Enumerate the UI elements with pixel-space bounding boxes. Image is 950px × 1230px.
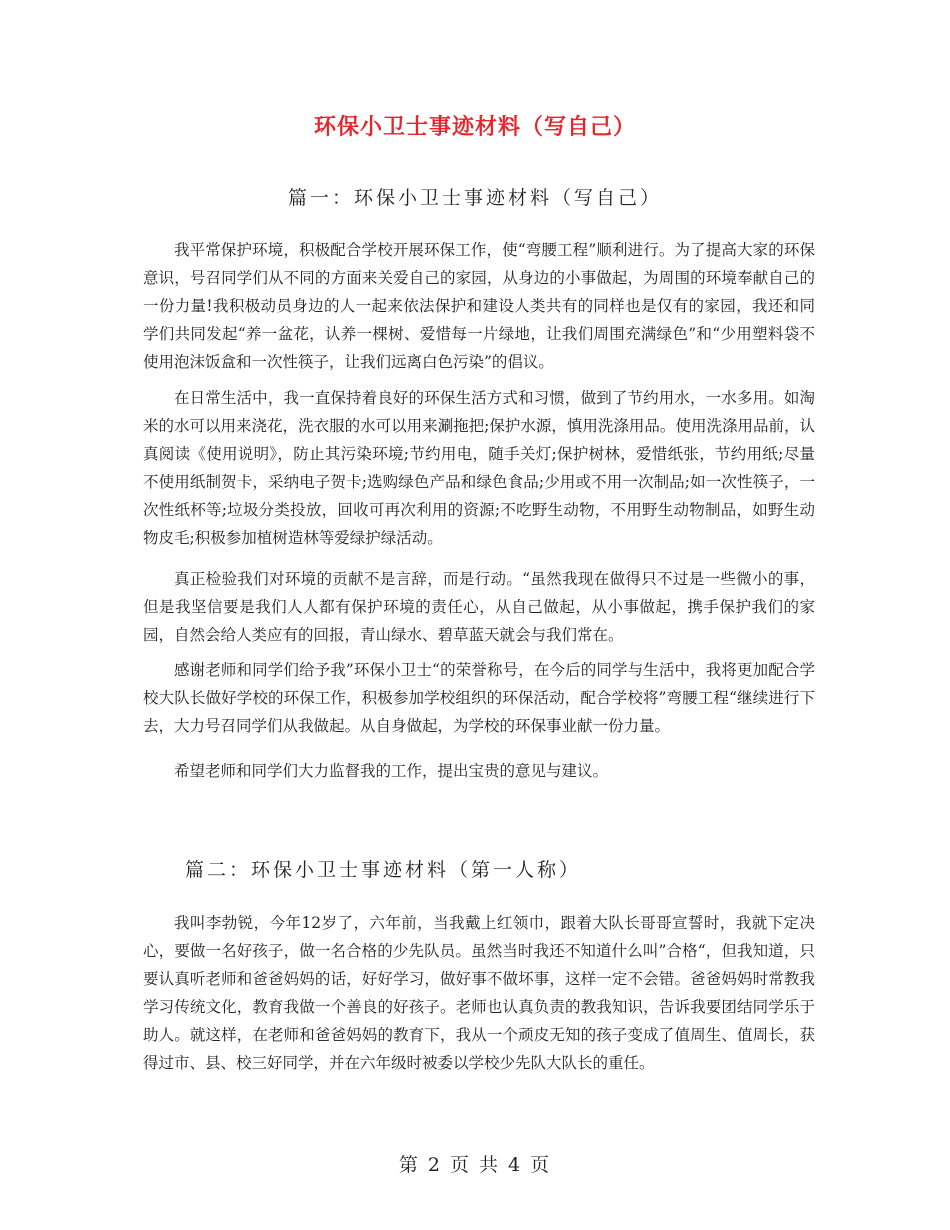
section2-paragraph-1: 我叫李勃锐，今年12岁了，六年前，当我戴上红领巾，跟着大队长哥哥宣誓时，我就下定决心，要做一名好孩子，做一名合格的少先队员。虽然当时我还不知道什么叫”合格“，但我知道，只要认真听老师和爸爸妈妈的话，好好学习，做好事不做坏事，这样一定不会错。爸爸妈妈时常教我学习传统文化，教育我做一个善良的好孩子。老师也认真负责的教我知识，告诉我要团结同学乐于助人。就这样，在老师和爸爸妈妈的教育下，我从一个顽皮无知的孩子变成了值周生、值周长，获得过市、县、校三好同学，并在六年级时被委以学校少先队大队长的重任。 (143, 914, 815, 1072)
section1-heading: 篇一：环保小卫士事迹材料（写自己） (287, 187, 662, 209)
section2-heading: 篇二：环保小卫士事迹材料（第一人称） (185, 859, 582, 881)
section1-paragraph-5: 希望老师和同学们大力监督我的工作，提出宝贵的意见与建议。 (174, 762, 609, 780)
section1-paragraph-2: 在日常生活中，我一直保持着良好的环保生活方式和习惯，做到了节约用水，一水多用。如淘米的水可以用来浇花，洗衣服的水可以用来涮拖把;保护水源，慎用洗涤用品。使用洗涤用品前，认真阅读《使用说明》，防止其污染环境;节约用电，随手关灯;保护树林，爱惜纸张，节约用纸;尽量不使用纸制贺卡，采纳电子贺卡;选购绿色产品和绿色食品;少用或不用一次制品;如一次性筷子，一次性纸杯等;垃圾分类投放，回收可再次利用的资源;不吃野生动物，不用野生动物制品，如野生动物皮毛;积极参加植树造林等爱绿护绿活动。 (143, 389, 815, 547)
section1-paragraph-1: 我平常保护环境，积极配合学校开展环保工作，使“弯腰工程”顺利进行。为了提高大家的环保意识，号召同学们从不同的方面来关爱自己的家园，从身边的小事做起，为周围的环境奉献自己的一份力量!我积极动员身边的人一起来依法保护和建设人类共有的同样也是仅有的家园，我还和同学们共同发起“养一盆花，认养一棵树、爱惜每一片绿地，让我们周围充满绿色”和“少用塑料袋不使用泡沫饭盒和一次性筷子，让我们远离白色污染”的倡议。 (143, 241, 815, 371)
section1-paragraph-3: 真正检验我们对环境的贡献不是言辞，而是行动。“虽然我现在做得只不过是一些微小的事，但是我坚信要是我们人人都有保护环境的责任心，从自己做起，从小事做起，携手保护我们的家园，自然会给人类应有的回报，青山绿水、碧草蓝天就会与我们常在。 (143, 570, 815, 644)
section1-paragraph-4: 感谢老师和同学们给予我”环保小卫士“的荣誉称号，在今后的同学与生活中，我将更加配合学校大队长做好学校的环保工作，积极参加学校组织的环保活动，配合学校将”弯腰工程“继续进行下去，大力号召同学们从我做起。从自身做起，为学校的环保事业献一份力量。 (143, 661, 815, 735)
document-title: 环保小卫士事迹材料（写自己） (313, 114, 636, 140)
page-number-footer: 第 2 页 共 4 页 (398, 1154, 552, 1176)
